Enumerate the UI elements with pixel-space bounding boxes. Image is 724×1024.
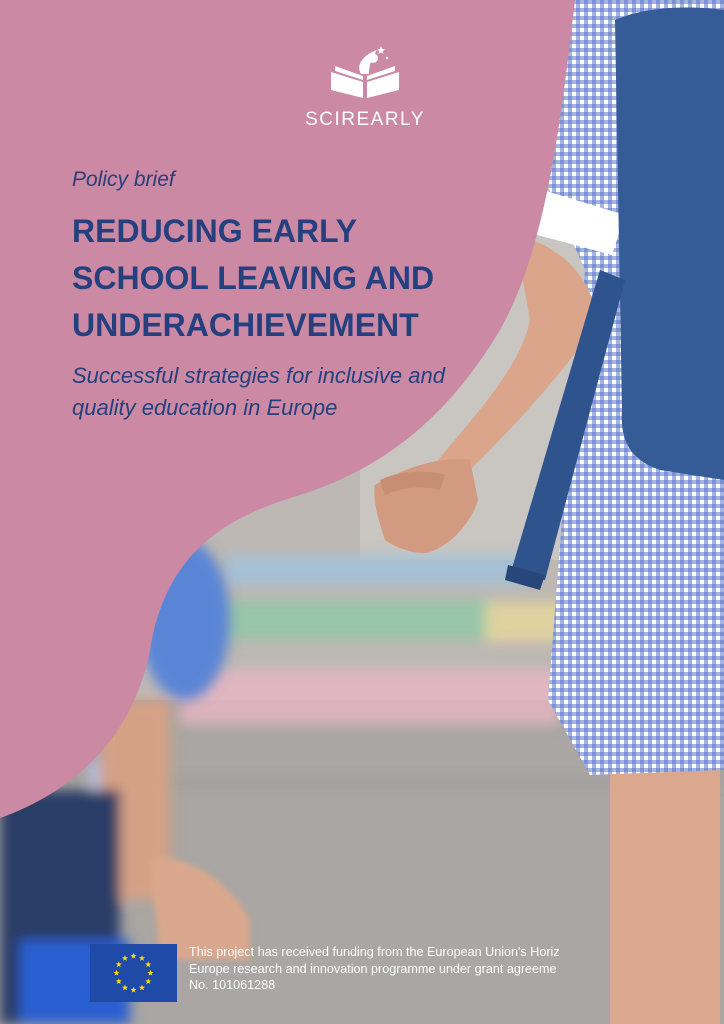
- document-type-label: Policy brief: [72, 168, 175, 191]
- grant-number: No. 101061288: [189, 978, 276, 992]
- funding-acknowledgement: [189, 944, 619, 994]
- document-subtitle: Successful strategies for inclusive and quality education in Europe: [72, 363, 445, 420]
- document-title: REDUCING EARLY SCHOOL LEAVING AND UNDERACHIEVEMENT: [72, 213, 435, 343]
- eu-flag-icon: [90, 944, 177, 1002]
- book-star-logo-icon: [325, 44, 405, 102]
- scirearly-logo: [295, 44, 435, 131]
- logo-name: SCIREARLY: [305, 109, 425, 130]
- funding-line: Europe research and innovation programme under grant agreeme: [189, 961, 557, 976]
- funding-line: This project has received funding from the European Union's Horiz: [189, 945, 560, 959]
